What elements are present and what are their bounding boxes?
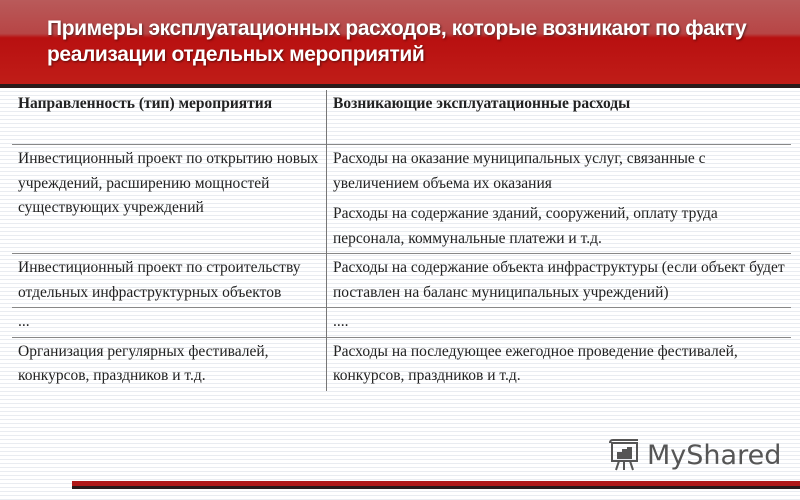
header-type: Направленность (тип) мероприятия [12,90,327,145]
cell-type: ... [12,308,327,338]
table-row [12,254,791,308]
table-header-row [12,90,791,145]
presentation-board-icon [607,438,641,472]
title-banner [0,0,800,88]
cell-costs [327,145,792,254]
cell-type: Инвестиционный проект по открытию новых учреждений, расширению мощностей существующих учреждений [12,145,327,254]
watermark-text: MyShared [647,439,782,471]
cell-type: Организация регулярных фестивалей, конкурсов, праздников и т.д. [12,337,327,391]
table-row [12,308,791,338]
cost-item: Расходы на содержание зданий, сооружений, оплату труда персонала, коммунальные платежи и т.д. [333,205,718,247]
slide-title: Примеры эксплуатационных расходов, которые возникают по факту реализации отдельных мероприятий [47,17,747,66]
table-row [12,145,791,254]
cell-type: Инвестиционный проект по строительству отдельных инфраструктурных объектов [12,254,327,308]
header-costs: Возникающие эксплуатационные расходы [333,95,631,112]
cell-costs: Расходы на содержание объекта инфраструктуры (если объект будет поставлен на баланс муниципальных учреждений) [333,259,785,301]
watermark-logo [607,438,781,472]
cell-costs: .... [333,313,349,330]
cost-item: Расходы на оказание муниципальных услуг, связанные с увеличением объема их оказания [333,150,706,192]
expenses-table [12,90,791,391]
table-row [12,337,791,391]
bottom-divider [72,481,800,489]
cell-costs: Расходы на последующее ежегодное проведение фестивалей, конкурсов, праздников и т.д. [333,342,738,384]
